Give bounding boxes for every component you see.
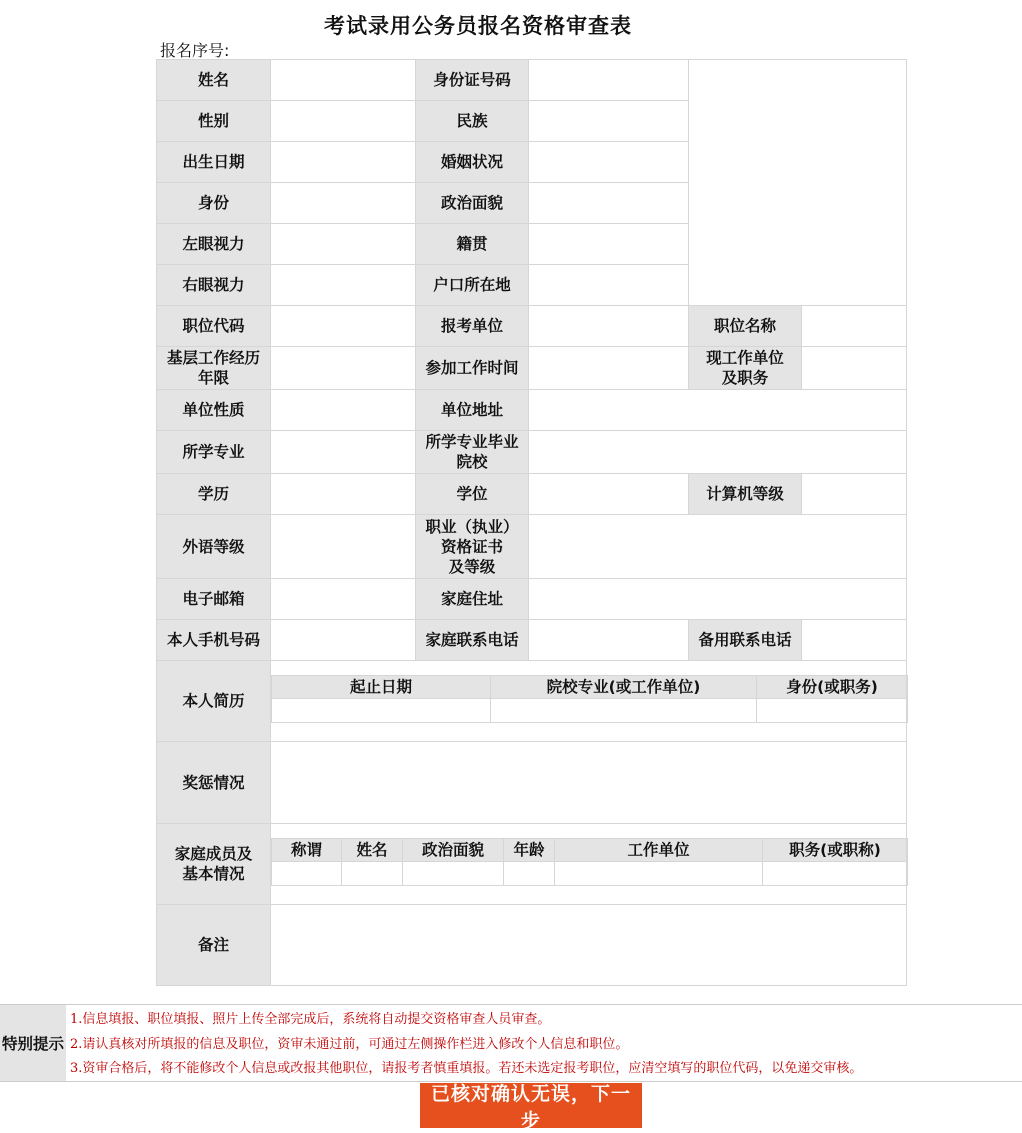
grassroots-years-label-line1: 基层工作经历 [166,349,260,367]
degree-label: 学位 [416,474,529,515]
political-status-label: 政治面貌 [416,183,529,224]
current-unit-label [689,347,802,390]
unit-address-label: 单位地址 [416,390,529,431]
table-cell [555,862,763,886]
home-phone-value [529,620,689,661]
household-location-label: 户口所在地 [416,265,529,306]
certificate-label-line3: 及等级 [448,557,496,576]
position-name-value [802,306,907,347]
gender-value [271,101,416,142]
family-table [271,838,908,886]
rewards-value [271,742,907,824]
notice-line: 3.资审合格后，将不能修改个人信息或改报其他职位，请报考者慎重填报。若还未选定报考职位，应清空填写的职位代码，以免递交审核。 [70,1061,863,1076]
notice-lines [70,1008,862,1082]
major-school-label-line1: 所学专业毕业 [425,433,519,451]
grassroots-years-label-line2: 年限 [197,369,229,387]
identity-label: 身份 [157,183,271,224]
family-label-line2: 基本情况 [182,865,245,883]
table-cell [504,862,555,886]
political-status-value [529,183,689,224]
native-place-label: 籍贯 [416,224,529,265]
family-header-relation: 称谓 [272,839,342,862]
degree-value [529,474,689,515]
native-place-value [529,224,689,265]
application-form [156,59,906,983]
ethnicity-label: 民族 [416,101,529,142]
left-eye-label: 左眼视力 [157,224,271,265]
certificate-label [416,515,529,579]
email-label: 电子邮箱 [157,579,271,620]
page-title: 考试录用公务员报名资格审查表 [324,14,632,38]
family-section [271,824,907,905]
home-phone-label: 家庭联系电话 [416,620,529,661]
major-school-label [416,431,529,474]
foreign-language-value [271,515,416,579]
family-header-title: 职务(或职称) [763,839,908,862]
name-label: 姓名 [157,60,271,101]
gender-label: 性别 [157,101,271,142]
family-header-age: 年龄 [504,839,555,862]
table-cell [763,862,908,886]
position-code-label: 职位代码 [157,306,271,347]
current-unit-label-line1: 现工作单位 [706,349,784,367]
notice-line: 1.信息填报、职位填报、照片上传全部完成后，系统将自动提交资格审查人员审查。 [70,1012,551,1027]
resume-table [271,675,908,723]
current-unit-label-line2: 及职务 [721,369,769,387]
notice-line: 2.请认真核对所填报的信息及职位，资审未通过前，可通过左侧操作栏进入修改个人信息和职位。 [70,1036,629,1052]
photo-area [689,60,907,306]
table-cell [491,699,757,723]
backup-phone-value [802,620,907,661]
family-header-name: 姓名 [342,839,403,862]
notice-label: 特别提示 [0,1005,66,1081]
family-header-political: 政治面貌 [403,839,504,862]
right-eye-label: 右眼视力 [157,265,271,306]
backup-phone-label: 备用联系电话 [689,620,802,661]
applied-unit-label: 报考单位 [416,306,529,347]
certificate-label-line2: 资格证书 [440,537,503,556]
birth-date-label: 出生日期 [157,142,271,183]
marital-status-label: 婚姻状况 [416,142,529,183]
id-number-label: 身份证号码 [416,60,529,101]
grassroots-years-value [271,347,416,390]
major-label: 所学专业 [157,431,271,474]
major-school-value [529,431,907,474]
remarks-label: 备注 [157,905,271,986]
identity-value [271,183,416,224]
major-school-label-line2: 院校 [456,453,488,471]
work-start-time-label: 参加工作时间 [416,347,529,390]
table-cell [272,862,342,886]
major-value [271,431,416,474]
name-value [271,60,416,101]
mobile-label: 本人手机号码 [157,620,271,661]
family-label-line1: 家庭成员及 [174,845,253,863]
computer-level-label: 计算机等级 [689,474,802,515]
birth-date-value [271,142,416,183]
marital-status-value [529,142,689,183]
resume-header-dates: 起止日期 [272,676,491,699]
position-name-label: 职位名称 [689,306,802,347]
family-header-unit: 工作单位 [555,839,763,862]
household-location-value [529,265,689,306]
current-unit-value [802,347,907,390]
table-cell [403,862,504,886]
foreign-language-label: 外语等级 [157,515,271,579]
mobile-value [271,620,416,661]
table-cell [757,699,908,723]
resume-section [271,661,907,742]
unit-address-value [529,390,907,431]
special-notice [0,1004,1022,1082]
resume-header-school: 院校专业(或工作单位) [491,676,757,699]
remarks-value [271,905,907,986]
resume-header-position: 身份(或职务) [757,676,908,699]
certificate-label-line1: 职业（执业） [425,517,519,536]
education-value [271,474,416,515]
id-number-value [529,60,689,101]
position-code-value [271,306,416,347]
unit-nature-value [271,390,416,431]
table-cell [272,699,491,723]
serial-number-label: 报名序号: [160,41,230,60]
resume-label: 本人简历 [157,661,271,742]
unit-nature-label: 单位性质 [157,390,271,431]
table-cell [342,862,403,886]
work-start-time-value [529,347,689,390]
ethnicity-value [529,101,689,142]
family-label [157,824,271,905]
home-address-label: 家庭住址 [416,579,529,620]
confirm-next-button[interactable]: 已核对确认无误，下一步 [420,1083,642,1128]
computer-level-value [802,474,907,515]
rewards-label: 奖惩情况 [157,742,271,824]
left-eye-value [271,224,416,265]
right-eye-value [271,265,416,306]
email-value [271,579,416,620]
grassroots-years-label [157,347,271,390]
home-address-value [529,579,907,620]
education-label: 学历 [157,474,271,515]
certificate-value [529,515,907,579]
applied-unit-value [529,306,689,347]
